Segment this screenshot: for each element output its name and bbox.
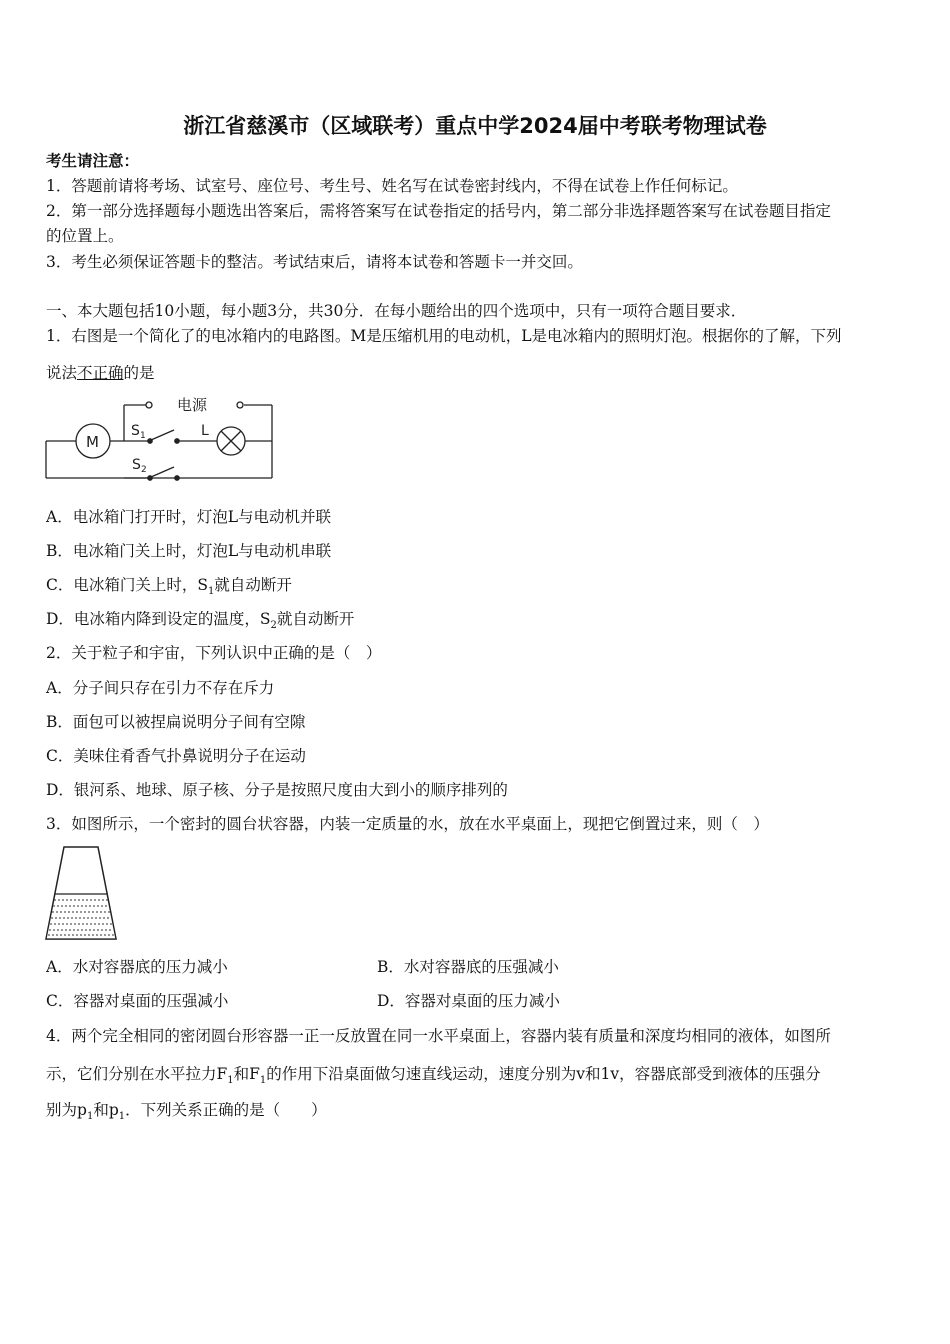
q4-line3-sub1: 1 [86,1111,94,1123]
q4-line3-sub2: 1 [118,1111,126,1123]
q4-line2-a: 示，它们分别在水平拉力F [46,1065,228,1083]
q2-stem: 2．关于粒子和宇宙，下列认识中正确的是（ ） [46,644,382,662]
q1-option-a: A．电冰箱门打开时，灯泡L与电动机并联 [46,508,331,526]
s2-blade [151,467,174,477]
notice-item-3: 3．考生必须保证答题卡的整洁。考试结束后，请将本试卷和答题卡一并交回。 [46,253,583,271]
q4-line3-b: 和p [93,1101,119,1119]
q1-option-b: B．电冰箱门关上时，灯泡L与电动机串联 [46,542,332,560]
q1-option-c [46,574,910,603]
q3-options-row-2 [46,990,910,1012]
power-label: 电源 [177,396,208,414]
q4-line2-c: 的作用下沿桌面做匀速直线运动，速度分别为v和1v，容器底部受到液体的压强分 [266,1065,821,1083]
motor-label: M [86,433,99,451]
q3-container-figure [42,842,120,944]
q4-line3-a: 别为p [46,1101,87,1119]
notice-item-2-cont: 的位置上。 [46,227,124,245]
lamp-label: L [201,423,209,439]
notice-heading: 考生请注意： [46,151,140,170]
q4-stem-line-3 [46,1099,910,1128]
page-title: 浙江省慈溪市（区域联考）重点中学2024届中考联考物理试卷 [183,114,767,138]
q3-option-b: B．水对容器底的压强减小 [377,958,559,976]
q4-line2-sub2: 1 [259,1075,267,1087]
s1-label: S [131,423,140,439]
water-region [46,894,116,939]
q4-stem-line-2 [46,1063,910,1092]
q3-stem: 3．如图所示，一个密封的圆台状容器，内装一定质量的水，放在水平桌面上，现把它倒置过来，则（ ） [46,815,769,833]
s2-contact [175,476,179,480]
q4-line2-sub1: 1 [227,1075,234,1087]
s2-subscript: 2 [141,465,147,475]
q2-option-c: C．美味住肴香气扑鼻说明分子在运动 [46,747,306,765]
q3-option-c: C．容器对桌面的压强减小 [46,992,229,1010]
s1-contact [175,439,179,443]
q1-option-d-post: 就自动断开 [276,610,355,628]
power-terminal-right [237,402,243,408]
q3-option-d: D．容器对桌面的压力减小 [377,992,560,1010]
q4-stem-line-1: 4．两个完全相同的密闭圆台形容器一正一反放置在同一水平桌面上，容器内装有质量和深度均相同的液体，如图所 [46,1027,831,1045]
q1-option-c-pre: C．电冰箱门关上时，S [46,576,208,594]
q4-line3-c: ．下列关系正确的是（ ） [125,1101,327,1119]
q1-option-d [46,608,910,637]
q1-stem-cont [46,362,910,384]
section-1-heading: 一、本大题包括10小题，每小题3分，共30分．在每小题给出的四个选项中，只有一项符合题目要求． [46,302,747,320]
q1-circuit-diagram [40,392,280,484]
q1-option-c-post: 就自动断开 [214,576,292,594]
s2-label: S [132,457,141,473]
notice-item-1: 1．答题前请将考场、试室号、座位号、考生号、姓名写在试卷密封线内，不得在试卷上作任何标记。 [46,177,738,195]
q2-option-a: A．分子间只存在引力不存在斥力 [46,679,275,697]
q1-stem-underline: 不正确 [77,364,124,382]
q1-option-c-sub: 1 [207,586,215,598]
q1-stem-post: 的是 [123,364,155,382]
q2-option-b: B．面包可以被捏扁说明分子间有空隙 [46,713,306,731]
q4-line2-b: 和F [233,1065,260,1083]
q3-options-row-1 [46,956,910,978]
q1-option-d-pre: D．电冰箱内降到设定的温度，S [46,610,271,628]
notice-item-2: 2．第一部分选择题每小题选出答案后，需将答案写在试卷指定的括号内，第二部分非选择题答案写在试卷题目指定 [46,202,831,220]
q1-stem-pre: 说法 [46,364,78,382]
q1-option-d-sub: 2 [270,620,277,632]
power-terminal-left [146,402,152,408]
s1-subscript: 1 [140,431,146,441]
q3-option-a: A．水对容器底的压力减小 [46,958,228,976]
q2-option-d: D．银河系、地球、原子核、分子是按照尺度由大到小的顺序排列的 [46,781,508,799]
s1-blade [151,430,174,440]
q1-stem: 1．右图是一个简化了的电冰箱内的电路图。M是压缩机用的电动机，L是电冰箱内的照明灯泡。根据你的了解，下列 [46,327,842,345]
